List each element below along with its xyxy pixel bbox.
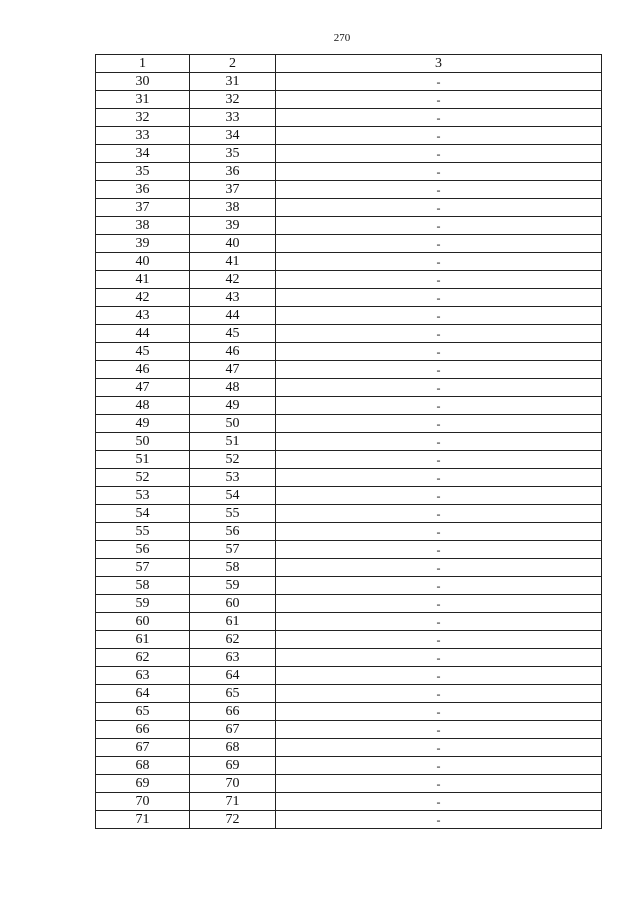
table-cell: 44 [190,307,276,325]
table-cell: 60 [190,595,276,613]
table-row [96,379,602,397]
table-cell: 45 [96,343,190,361]
table-cell: 39 [96,235,190,253]
table-cell: 36 [96,181,190,199]
table-cell: 47 [190,361,276,379]
table-cell: - [276,685,602,703]
table-row [96,307,602,325]
table-cell: 42 [190,271,276,289]
table-cell: - [276,559,602,577]
table-cell: 57 [190,541,276,559]
table-cell: 51 [96,451,190,469]
table-cell: 38 [190,199,276,217]
table-row [96,469,602,487]
table-row [96,361,602,379]
table-cell: - [276,271,602,289]
table-cell: - [276,109,602,127]
table-cell: - [276,613,602,631]
table-cell: 33 [190,109,276,127]
table-row [96,217,602,235]
table-cell: 36 [190,163,276,181]
table-cell: - [276,721,602,739]
table-row [96,235,602,253]
table-cell: - [276,811,602,829]
table-cell: 69 [190,757,276,775]
table-row [96,253,602,271]
table-row [96,703,602,721]
table-cell: 38 [96,217,190,235]
table-cell: 31 [190,73,276,91]
data-table [95,54,602,829]
table-cell: 55 [190,505,276,523]
table-cell: - [276,415,602,433]
table-cell: 44 [96,325,190,343]
table-cell: - [276,523,602,541]
table-row [96,451,602,469]
table-cell: 53 [96,487,190,505]
table-cell: - [276,397,602,415]
table-cell: - [276,361,602,379]
table-row [96,811,602,829]
table-cell: 67 [96,739,190,757]
table-cell: 47 [96,379,190,397]
table-cell: - [276,235,602,253]
table-cell: 43 [190,289,276,307]
table-cell: 53 [190,469,276,487]
table-cell: 49 [96,415,190,433]
table-cell: - [276,91,602,109]
table-row [96,739,602,757]
table-cell: 41 [190,253,276,271]
table-cell: - [276,307,602,325]
table-cell: 31 [96,91,190,109]
table-cell: - [276,73,602,91]
column-header: 2 [190,55,276,73]
table-cell: - [276,505,602,523]
table-row [96,415,602,433]
table-cell: 71 [96,811,190,829]
table-cell: - [276,325,602,343]
table-cell: - [276,181,602,199]
table-cell: - [276,253,602,271]
table-row [96,757,602,775]
table-cell: 62 [96,649,190,667]
table-row [96,559,602,577]
table-cell: 37 [96,199,190,217]
table-cell: 59 [190,577,276,595]
table-row [96,523,602,541]
table-cell: 62 [190,631,276,649]
table-cell: 59 [96,595,190,613]
table-cell: 51 [190,433,276,451]
table-cell: - [276,127,602,145]
table-row [96,793,602,811]
table-row [96,145,602,163]
table-row [96,109,602,127]
table-row [96,487,602,505]
table-row [96,163,602,181]
table-row [96,649,602,667]
table-cell: 40 [190,235,276,253]
table-cell: 32 [96,109,190,127]
table-cell: 40 [96,253,190,271]
table-cell: - [276,289,602,307]
table-cell: 54 [190,487,276,505]
table-cell: 50 [190,415,276,433]
table-cell: 45 [190,325,276,343]
table-cell: - [276,163,602,181]
column-header: 1 [96,55,190,73]
table-cell: 30 [96,73,190,91]
table-row [96,199,602,217]
table-cell: 56 [96,541,190,559]
table-cell: 43 [96,307,190,325]
table-row [96,181,602,199]
table-header-row [96,55,602,73]
table-cell: - [276,145,602,163]
table-cell: - [276,775,602,793]
table-cell: - [276,217,602,235]
table-row [96,343,602,361]
table-cell: 61 [96,631,190,649]
table-cell: 35 [96,163,190,181]
table-cell: 34 [190,127,276,145]
table-cell: 68 [190,739,276,757]
table-row [96,577,602,595]
table-cell: 65 [190,685,276,703]
table-cell: - [276,649,602,667]
table-cell: 64 [190,667,276,685]
table-cell: 60 [96,613,190,631]
table-cell: - [276,379,602,397]
table-cell: 46 [96,361,190,379]
table-cell: 58 [96,577,190,595]
table-row [96,397,602,415]
table-row [96,595,602,613]
table-cell: 54 [96,505,190,523]
table-row [96,667,602,685]
table-cell: 71 [190,793,276,811]
table-cell: - [276,703,602,721]
table-row [96,127,602,145]
table-cell: 33 [96,127,190,145]
table-cell: - [276,667,602,685]
table-cell: - [276,469,602,487]
table-cell: 32 [190,91,276,109]
table-cell: 50 [96,433,190,451]
table-cell: 37 [190,181,276,199]
table-cell: 41 [96,271,190,289]
table-cell: - [276,631,602,649]
table-cell: 48 [96,397,190,415]
table-cell: - [276,487,602,505]
table-cell: - [276,757,602,775]
page-number: 270 [333,32,351,44]
table-row [96,631,602,649]
table-cell: 48 [190,379,276,397]
table-row [96,613,602,631]
table-cell: 69 [96,775,190,793]
table-cell: - [276,433,602,451]
table-cell: 56 [190,523,276,541]
table-cell: 63 [190,649,276,667]
table-cell: 68 [96,757,190,775]
table-row [96,271,602,289]
table-cell: 65 [96,703,190,721]
table-cell: 70 [96,793,190,811]
table-row [96,505,602,523]
table-cell: 52 [190,451,276,469]
table-cell: 63 [96,667,190,685]
table-cell: - [276,343,602,361]
table-cell: 42 [96,289,190,307]
table-cell: - [276,739,602,757]
table-cell: 39 [190,217,276,235]
table-cell: 64 [96,685,190,703]
table-cell: 46 [190,343,276,361]
table-cell: 66 [96,721,190,739]
table-row [96,721,602,739]
table-cell: 52 [96,469,190,487]
table-row [96,325,602,343]
table-cell: 61 [190,613,276,631]
table-cell: 58 [190,559,276,577]
table-cell: 66 [190,703,276,721]
table-row [96,775,602,793]
table-cell: 49 [190,397,276,415]
table-cell: 72 [190,811,276,829]
table-cell: - [276,793,602,811]
table-cell: 70 [190,775,276,793]
table-cell: - [276,451,602,469]
table-cell: 57 [96,559,190,577]
table-cell: 55 [96,523,190,541]
table-cell: 67 [190,721,276,739]
table-cell: - [276,541,602,559]
table-cell: 34 [96,145,190,163]
table-body [96,73,602,829]
table-cell: - [276,595,602,613]
table-row [96,433,602,451]
table-row [96,685,602,703]
table-cell: - [276,577,602,595]
table-row [96,91,602,109]
table-row [96,289,602,307]
table-row [96,541,602,559]
table-cell: - [276,199,602,217]
table-cell: 35 [190,145,276,163]
column-header: 3 [276,55,602,73]
table-row [96,73,602,91]
